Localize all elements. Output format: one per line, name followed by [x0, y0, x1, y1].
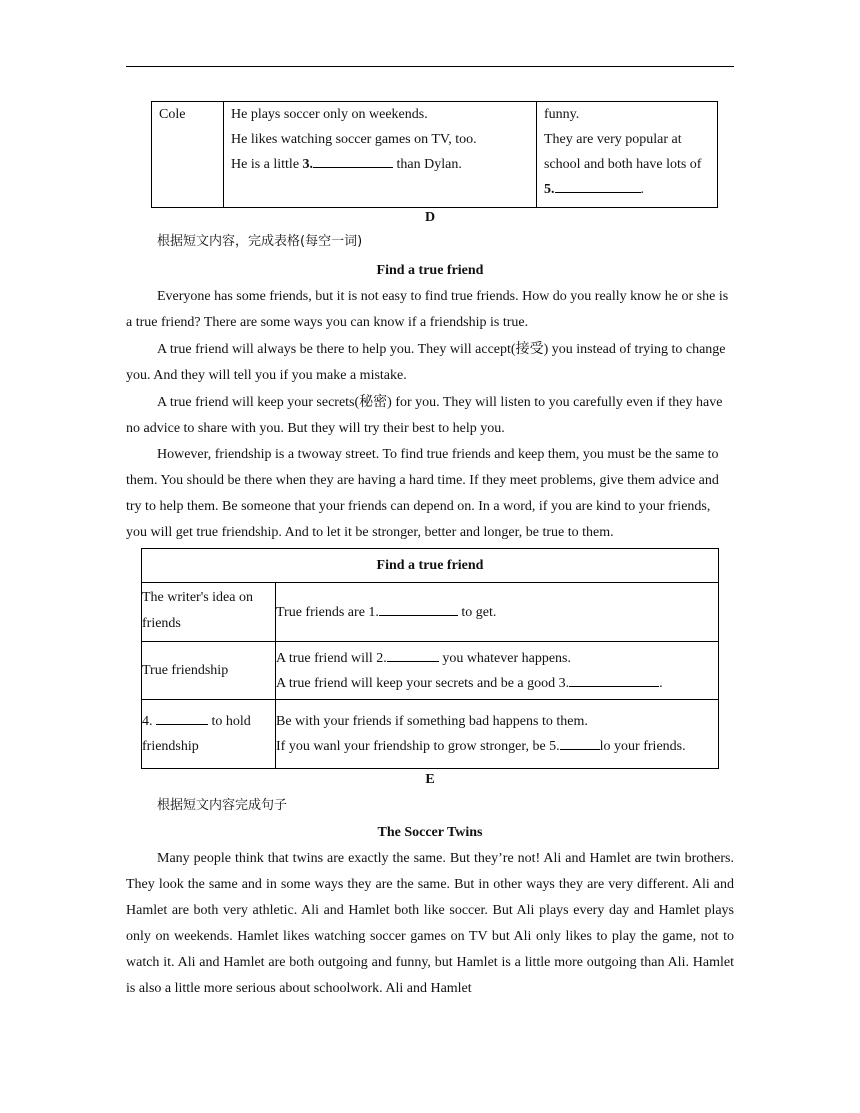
section-d-paragraph-1: Everyone has some friends, but it is not easy to find true friends. How do you really know he or she is a true friend? There are some ways you can know if a friendship is true.	[126, 289, 729, 330]
habit-line-2: He likes watching soccer games on TV, too.	[231, 132, 477, 147]
table-d-row2-label	[142, 642, 276, 700]
table-d-row2-content	[276, 642, 719, 700]
table-cell-name	[152, 102, 224, 208]
section-e-paragraph: Many people think that twins are exactly the same. But they’re not! Ali and Hamlet are twin brothers. They look the same and in some ways they are the same. But in other ways they are very different. Ali and Hamlet are both very athletic. Ali and Hamlet both like soccer. But Ali plays every day and Hamlet plays only on weekends. Hamlet likes watching soccer games on TV but Ali only likes to play the game, not to watch it. Ali and Hamlet are both outgoing and funny, but Hamlet is a little more outgoing than Ali. Hamlet is also a little more serious about schoolwork. Ali and Hamlet	[126, 851, 734, 996]
answer-blank-d4	[156, 710, 208, 725]
row3-label-line-1	[142, 709, 275, 734]
habit-line-3	[231, 152, 536, 177]
row1-post: to get.	[457, 604, 497, 620]
answer-blank-3	[313, 153, 393, 168]
row3-line-1: Be with your friends if something bad happens to them.	[276, 714, 588, 729]
table-row	[142, 700, 719, 769]
row2-l1-post: you whatever happens.	[438, 650, 571, 666]
row3-label-post: to hold	[208, 714, 251, 729]
row2-label-text: True friendship	[142, 663, 229, 678]
row1-pre: True friends are 1.	[276, 604, 379, 620]
student-name: Cole	[159, 107, 186, 122]
row3-label-line-2: friendship	[142, 739, 199, 754]
row2-line-1	[276, 646, 718, 671]
section-d-instruction: 根据短文内容，完成表格(每空一词)	[157, 234, 363, 249]
table-row	[142, 549, 719, 583]
table-d-row3-content	[276, 700, 719, 769]
blank-number-5: 5.	[544, 182, 555, 197]
table-cell-common	[537, 102, 718, 208]
blank-number-3: 3.	[302, 157, 314, 172]
answer-blank-d3	[569, 672, 659, 687]
common-line-3: school and both have lots of	[544, 157, 702, 172]
table-row	[142, 642, 719, 700]
section-d-title: Find a true friend	[376, 263, 484, 278]
row3-l2-post: lo your friends.	[599, 739, 686, 754]
common-line-4-end: .	[640, 182, 644, 197]
row1-content-line	[276, 600, 718, 625]
section-e-letter: E	[425, 772, 435, 787]
row2-l2-pre: A true friend will keep your secrets and be a good 3.	[276, 675, 570, 691]
table-d-header	[142, 549, 719, 583]
row1-label-text: The writer's idea on friends	[142, 590, 253, 631]
habit-line-3-post: than Dylan.	[393, 157, 462, 172]
answer-blank-d2	[387, 647, 439, 662]
table-row	[142, 583, 719, 642]
table-cell-habits	[224, 102, 537, 208]
table-d-row1-label	[142, 583, 276, 642]
common-line-1: funny.	[544, 107, 580, 122]
common-line-2: They are very popular at	[544, 132, 682, 147]
row2-l1-pre: A true friend will 2.	[276, 650, 387, 666]
row3-line-2	[276, 734, 718, 759]
answer-blank-d1	[379, 601, 458, 616]
table-d-row1-content	[276, 583, 719, 642]
section-d-paragraph-3: A true friend will keep your secrets(秘密) for you. They will listen to you carefully even if they have no advice to share with you. But they will try their best to help you.	[126, 395, 723, 436]
header-rule	[126, 66, 734, 67]
answer-blank-d5	[560, 735, 600, 750]
row3-l2-pre: If you wanl your friendship to grow stronger, be 5.	[276, 739, 560, 754]
habit-line-3-pre: He is a little	[231, 157, 303, 172]
habit-line-1: He plays soccer only on weekends.	[231, 107, 428, 122]
table-d	[141, 548, 719, 769]
section-d-letter: D	[424, 210, 436, 225]
common-line-4	[544, 177, 717, 202]
answer-blank-5	[555, 178, 641, 193]
row3-label-num: 4.	[142, 714, 153, 729]
section-e-instruction: 根据短文内容完成句子	[157, 798, 288, 813]
section-d-paragraph-4: However, friendship is a twoway street. To find true friends and keep them, you must be the same to them. You should be there when they are having a hard time. If they meet problems, give them advice and try to help them. Be someone that your friends can depend on. In a word, if you are kind to your friends, you will get true friendship. And to let it be stronger, better and longer, be true to them.	[126, 447, 719, 540]
table-d-header-text: Find a true friend	[376, 558, 484, 573]
table-row	[152, 102, 718, 208]
row2-line-2	[276, 671, 718, 696]
table-d-row3-label	[142, 700, 276, 769]
table-c	[151, 101, 718, 208]
section-d-paragraph-2: A true friend will always be there to help you. They will accept(接受) you instead of trying to change you. And they will tell you if you make a mistake.	[126, 342, 726, 383]
section-e-title: The Soccer Twins	[377, 825, 483, 840]
row2-l2-post: .	[659, 675, 663, 691]
